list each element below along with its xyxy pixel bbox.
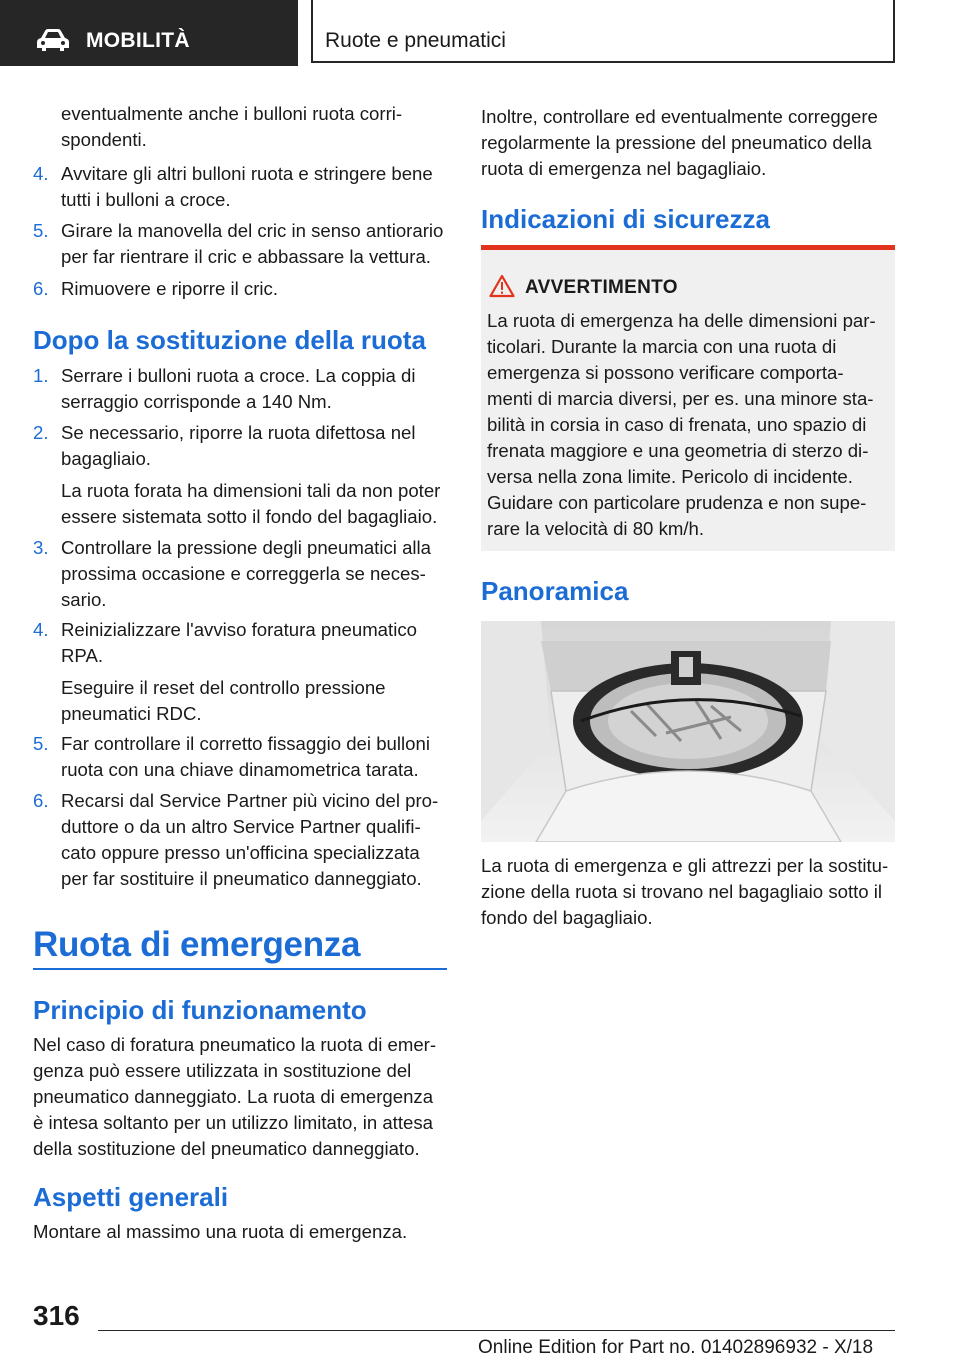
list-item [33, 276, 447, 302]
warning-triangle-icon [489, 274, 515, 298]
section-heading: Dopo la sostituzione della ruota [33, 325, 426, 355]
section-heading: Panoramica [481, 576, 629, 606]
step-text: Reinizializzare l'avviso foratura pneumatico RPA. [61, 619, 417, 666]
list-item [33, 363, 447, 415]
step-text: Far controllare il corretto fissaggio dei bulloni ruota con una chiave dinamometrica tarata. [61, 733, 430, 780]
intro-text: Inoltre, controllare ed eventualmente correggere regolarmente la pressione del pneumatico della ruota di emergenza nel bagagliaio. [481, 106, 878, 179]
step-text: Avvitare gli altri bulloni ruota e stringere bene tutti i bulloni a croce. [61, 163, 433, 210]
principle-text: Nel caso di foratura pneumatico la ruota di emer-genza può essere utilizzata in sostituzione del pneumatico danneggiato. La ruota di emergenza è intesa soltanto per un utilizzo limitato, in attesa della sostituzione del pneumatico danneggiato. [33, 1034, 437, 1159]
list-item [33, 788, 447, 892]
page-number: 316 [33, 1300, 80, 1331]
step-text: Girare la manovella del cric in senso antiorario per far rientrare il cric e abbassare la vettura. [61, 220, 444, 267]
header-section-tab[interactable] [0, 0, 298, 66]
step-text: Serrare i bulloni ruota a croce. La coppia di serraggio corrisponde a 140 Nm. [61, 365, 416, 412]
step-text: Se necessario, riporre la ruota difettosa nel bagagliaio. [61, 422, 416, 469]
step-number: 5. [33, 220, 49, 241]
footer-edition: Online Edition for Part no. 01402896932 - X/18 [478, 1337, 874, 1358]
step-number: 3. [33, 537, 49, 558]
step-number: 4. [33, 163, 49, 184]
step-text: Rimuovere e riporre il cric. [61, 278, 278, 299]
heading-rule [33, 968, 447, 970]
list-item [33, 218, 447, 270]
list-item [33, 161, 447, 213]
chapter-heading: Ruota di emergenza [33, 925, 361, 964]
warning-box [481, 245, 895, 551]
section-heading: Aspetti generali [33, 1182, 229, 1212]
step-number: 6. [33, 278, 49, 299]
step-number: 1. [33, 365, 49, 386]
spare-wheel-figure [481, 621, 895, 842]
warning-title: AVVERTIMENTO [525, 277, 678, 298]
list-item [33, 731, 447, 783]
step-number: 6. [33, 790, 49, 811]
header-section-label: MOBILITÀ [86, 29, 190, 52]
continued-text: eventualmente anche i bulloni ruota corri- spondenti. [61, 103, 403, 150]
list-item [33, 535, 447, 613]
list-item [33, 617, 447, 727]
step-text: Recarsi dal Service Partner più vicino del pro-duttore o da un altro Service Partner qualifi-cato oppure presso un'officina specializzata per far sostituire il pneumatico danneggiato. [61, 790, 439, 889]
section-heading: Indicazioni di sicurezza [481, 204, 770, 234]
step-number: 4. [33, 619, 49, 640]
step-note: La ruota forata ha dimensioni tali da non poter essere sistemata sotto il fondo del bagagliaio. [61, 480, 441, 527]
footer-rule [98, 1330, 895, 1331]
section-heading: Principio di funzionamento [33, 995, 367, 1025]
car-icon [36, 28, 70, 52]
trunk-illustration [481, 621, 895, 842]
figure-caption: La ruota di emergenza e gli attrezzi per la sostitu-zione della ruota si trovano nel bagagliaio sotto il fondo del bagagliaio. [481, 855, 889, 928]
step-number: 5. [33, 733, 49, 754]
general-text: Montare al massimo una ruota di emergenza. [33, 1221, 408, 1242]
header-chapter-title: Ruote e pneumatici [325, 29, 506, 52]
step-number: 2. [33, 422, 49, 443]
step-note: Eseguire il reset del controllo pressione pneumatici RDC. [61, 677, 386, 724]
warning-text: La ruota di emergenza ha delle dimensioni par-ticolari. Durante la marcia con una ruota di emergenza si possono verificare comporta-menti di marcia diversi, per es. una minore sta-bilità in corsia in caso di frenata, uno spazio di frenata maggiore e una geometria di sterzo di-versa nella zona limite. Pericolo di incidente. Guidare con particolare prudenza e non supe-rare la velocità di 80 km/h. [487, 310, 876, 539]
step-text: Controllare la pressione degli pneumatici alla prossima occasione e correggerla se neces-sario. [61, 537, 432, 610]
list-item [33, 420, 447, 530]
